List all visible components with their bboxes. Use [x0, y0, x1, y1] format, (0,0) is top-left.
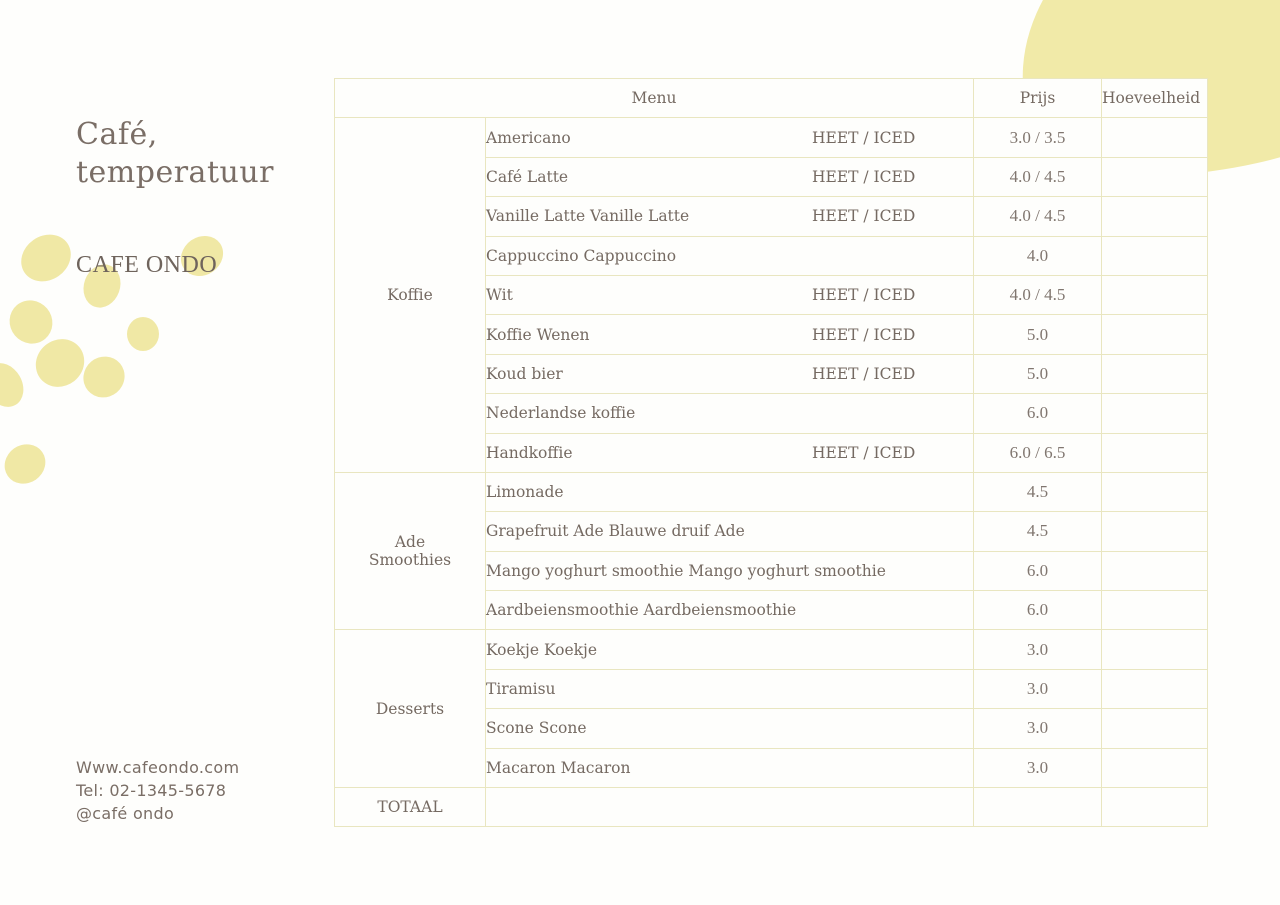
title-line-2: temperatuur: [76, 155, 274, 190]
phone-number: Tel: 02-1345-5678: [76, 781, 227, 800]
item-name: Mango yoghurt smoothie Mango yoghurt smoothie: [486, 561, 886, 580]
item-quantity-cell[interactable]: [1102, 709, 1208, 748]
item-price: 6.0 / 6.5: [974, 433, 1102, 472]
brand-name: CAFE ONDO: [76, 252, 218, 278]
item-name: Café Latte: [486, 167, 569, 186]
item-price: 3.0: [974, 709, 1102, 748]
item-cell: [486, 157, 974, 196]
item-quantity-cell[interactable]: [1102, 748, 1208, 787]
item-cell: [486, 315, 974, 354]
item-quantity-cell[interactable]: [1102, 669, 1208, 708]
item-quantity-cell[interactable]: [1102, 472, 1208, 511]
item-name: Cappuccino Cappuccino: [486, 246, 677, 265]
item-quantity-cell[interactable]: [1102, 551, 1208, 590]
item-cell: [486, 275, 974, 314]
item-cell: [486, 433, 974, 472]
item-quantity-cell[interactable]: [1102, 591, 1208, 630]
item-quantity-cell[interactable]: [1102, 512, 1208, 551]
item-name: Tiramisu: [486, 680, 556, 699]
item-cell: [486, 236, 974, 275]
item-name: Scone Scone: [486, 719, 587, 738]
item-cell: [486, 197, 974, 236]
decorative-dot: [0, 356, 31, 414]
item-name: Wit: [486, 286, 513, 305]
menu-table: [334, 78, 1208, 827]
item-quantity-cell[interactable]: [1102, 630, 1208, 669]
page-title: [76, 116, 274, 192]
item-price: 4.0 / 4.5: [974, 197, 1102, 236]
item-quantity-cell[interactable]: [1102, 315, 1208, 354]
item-cell: [486, 630, 974, 669]
item-name: Handkoffie: [486, 443, 573, 462]
total-row: [335, 788, 1208, 827]
item-temp-option: HEET / ICED: [812, 128, 916, 147]
table-row: [335, 630, 1208, 669]
item-name: Limonade: [486, 483, 564, 502]
item-quantity-cell[interactable]: [1102, 394, 1208, 433]
item-temp-option: HEET / ICED: [812, 207, 916, 226]
item-price: 6.0: [974, 591, 1102, 630]
total-label: TOTAAL: [335, 788, 486, 827]
item-price: 4.0 / 4.5: [974, 157, 1102, 196]
item-name: Macaron Macaron: [486, 758, 631, 777]
total-price[interactable]: [974, 788, 1102, 827]
item-quantity-cell[interactable]: [1102, 118, 1208, 157]
item-cell: [486, 748, 974, 787]
category-desserts: Desserts: [335, 630, 486, 788]
item-temp-option: HEET / ICED: [812, 325, 916, 344]
item-price: 4.0: [974, 236, 1102, 275]
item-cell: [486, 551, 974, 590]
table-row: [335, 118, 1208, 157]
item-price: 3.0: [974, 630, 1102, 669]
item-name: Koud bier: [486, 364, 563, 383]
item-cell: [486, 118, 974, 157]
item-quantity-cell[interactable]: [1102, 197, 1208, 236]
item-temp-option: HEET / ICED: [812, 286, 916, 305]
item-price: 6.0: [974, 551, 1102, 590]
title-line-1: Café,: [76, 117, 158, 152]
item-price: 6.0: [974, 394, 1102, 433]
total-value: [486, 788, 974, 827]
item-temp-option: HEET / ICED: [812, 167, 916, 186]
category-ade-smoothies: [335, 472, 486, 630]
category-label-line-1: Ade: [394, 533, 426, 552]
item-name: Aardbeiensmoothie Aardbeiensmoothie: [486, 601, 797, 620]
item-cell: [486, 709, 974, 748]
social-handle: @café ondo: [76, 804, 175, 823]
decorative-dot: [0, 436, 53, 491]
category-label-line-2: Smoothies: [368, 551, 452, 570]
item-quantity-cell[interactable]: [1102, 157, 1208, 196]
item-quantity-cell[interactable]: [1102, 433, 1208, 472]
item-quantity-cell[interactable]: [1102, 275, 1208, 314]
item-cell: [486, 512, 974, 551]
decorative-dot: [127, 317, 159, 351]
item-price: 3.0: [974, 748, 1102, 787]
item-cell: [486, 394, 974, 433]
item-name: Koekje Koekje: [486, 640, 598, 659]
item-price: 3.0: [974, 669, 1102, 708]
item-name: Grapefruit Ade Blauwe druif Ade: [486, 522, 745, 541]
item-quantity-cell[interactable]: [1102, 354, 1208, 393]
item-name: Americano: [486, 128, 571, 147]
header-menu: Menu: [335, 79, 974, 118]
category-koffie: Koffie: [335, 118, 486, 473]
item-price: 4.5: [974, 512, 1102, 551]
item-cell: [486, 669, 974, 708]
item-name: Koffie Wenen: [486, 325, 590, 344]
item-cell: [486, 472, 974, 511]
item-name: Nederlandse koffie: [486, 404, 636, 423]
item-name: Vanille Latte Vanille Latte: [486, 207, 690, 226]
header-price: Prijs: [974, 79, 1102, 118]
item-price: 5.0: [974, 315, 1102, 354]
item-temp-option: HEET / ICED: [812, 443, 916, 462]
table-row: [335, 472, 1208, 511]
item-cell: [486, 354, 974, 393]
item-price: 3.0 / 3.5: [974, 118, 1102, 157]
decorative-dot: [12, 225, 80, 291]
website-link[interactable]: Www.cafeondo.com: [76, 758, 240, 777]
item-cell: [486, 591, 974, 630]
table-header-row: [335, 79, 1208, 118]
total-quantity[interactable]: [1102, 788, 1208, 827]
item-price: 5.0: [974, 354, 1102, 393]
item-price: 4.0 / 4.5: [974, 275, 1102, 314]
item-quantity-cell[interactable]: [1102, 236, 1208, 275]
header-quantity: Hoeveelheid: [1102, 79, 1208, 118]
contact-info: [76, 756, 239, 825]
item-temp-option: HEET / ICED: [812, 364, 916, 383]
item-price: 4.5: [974, 472, 1102, 511]
